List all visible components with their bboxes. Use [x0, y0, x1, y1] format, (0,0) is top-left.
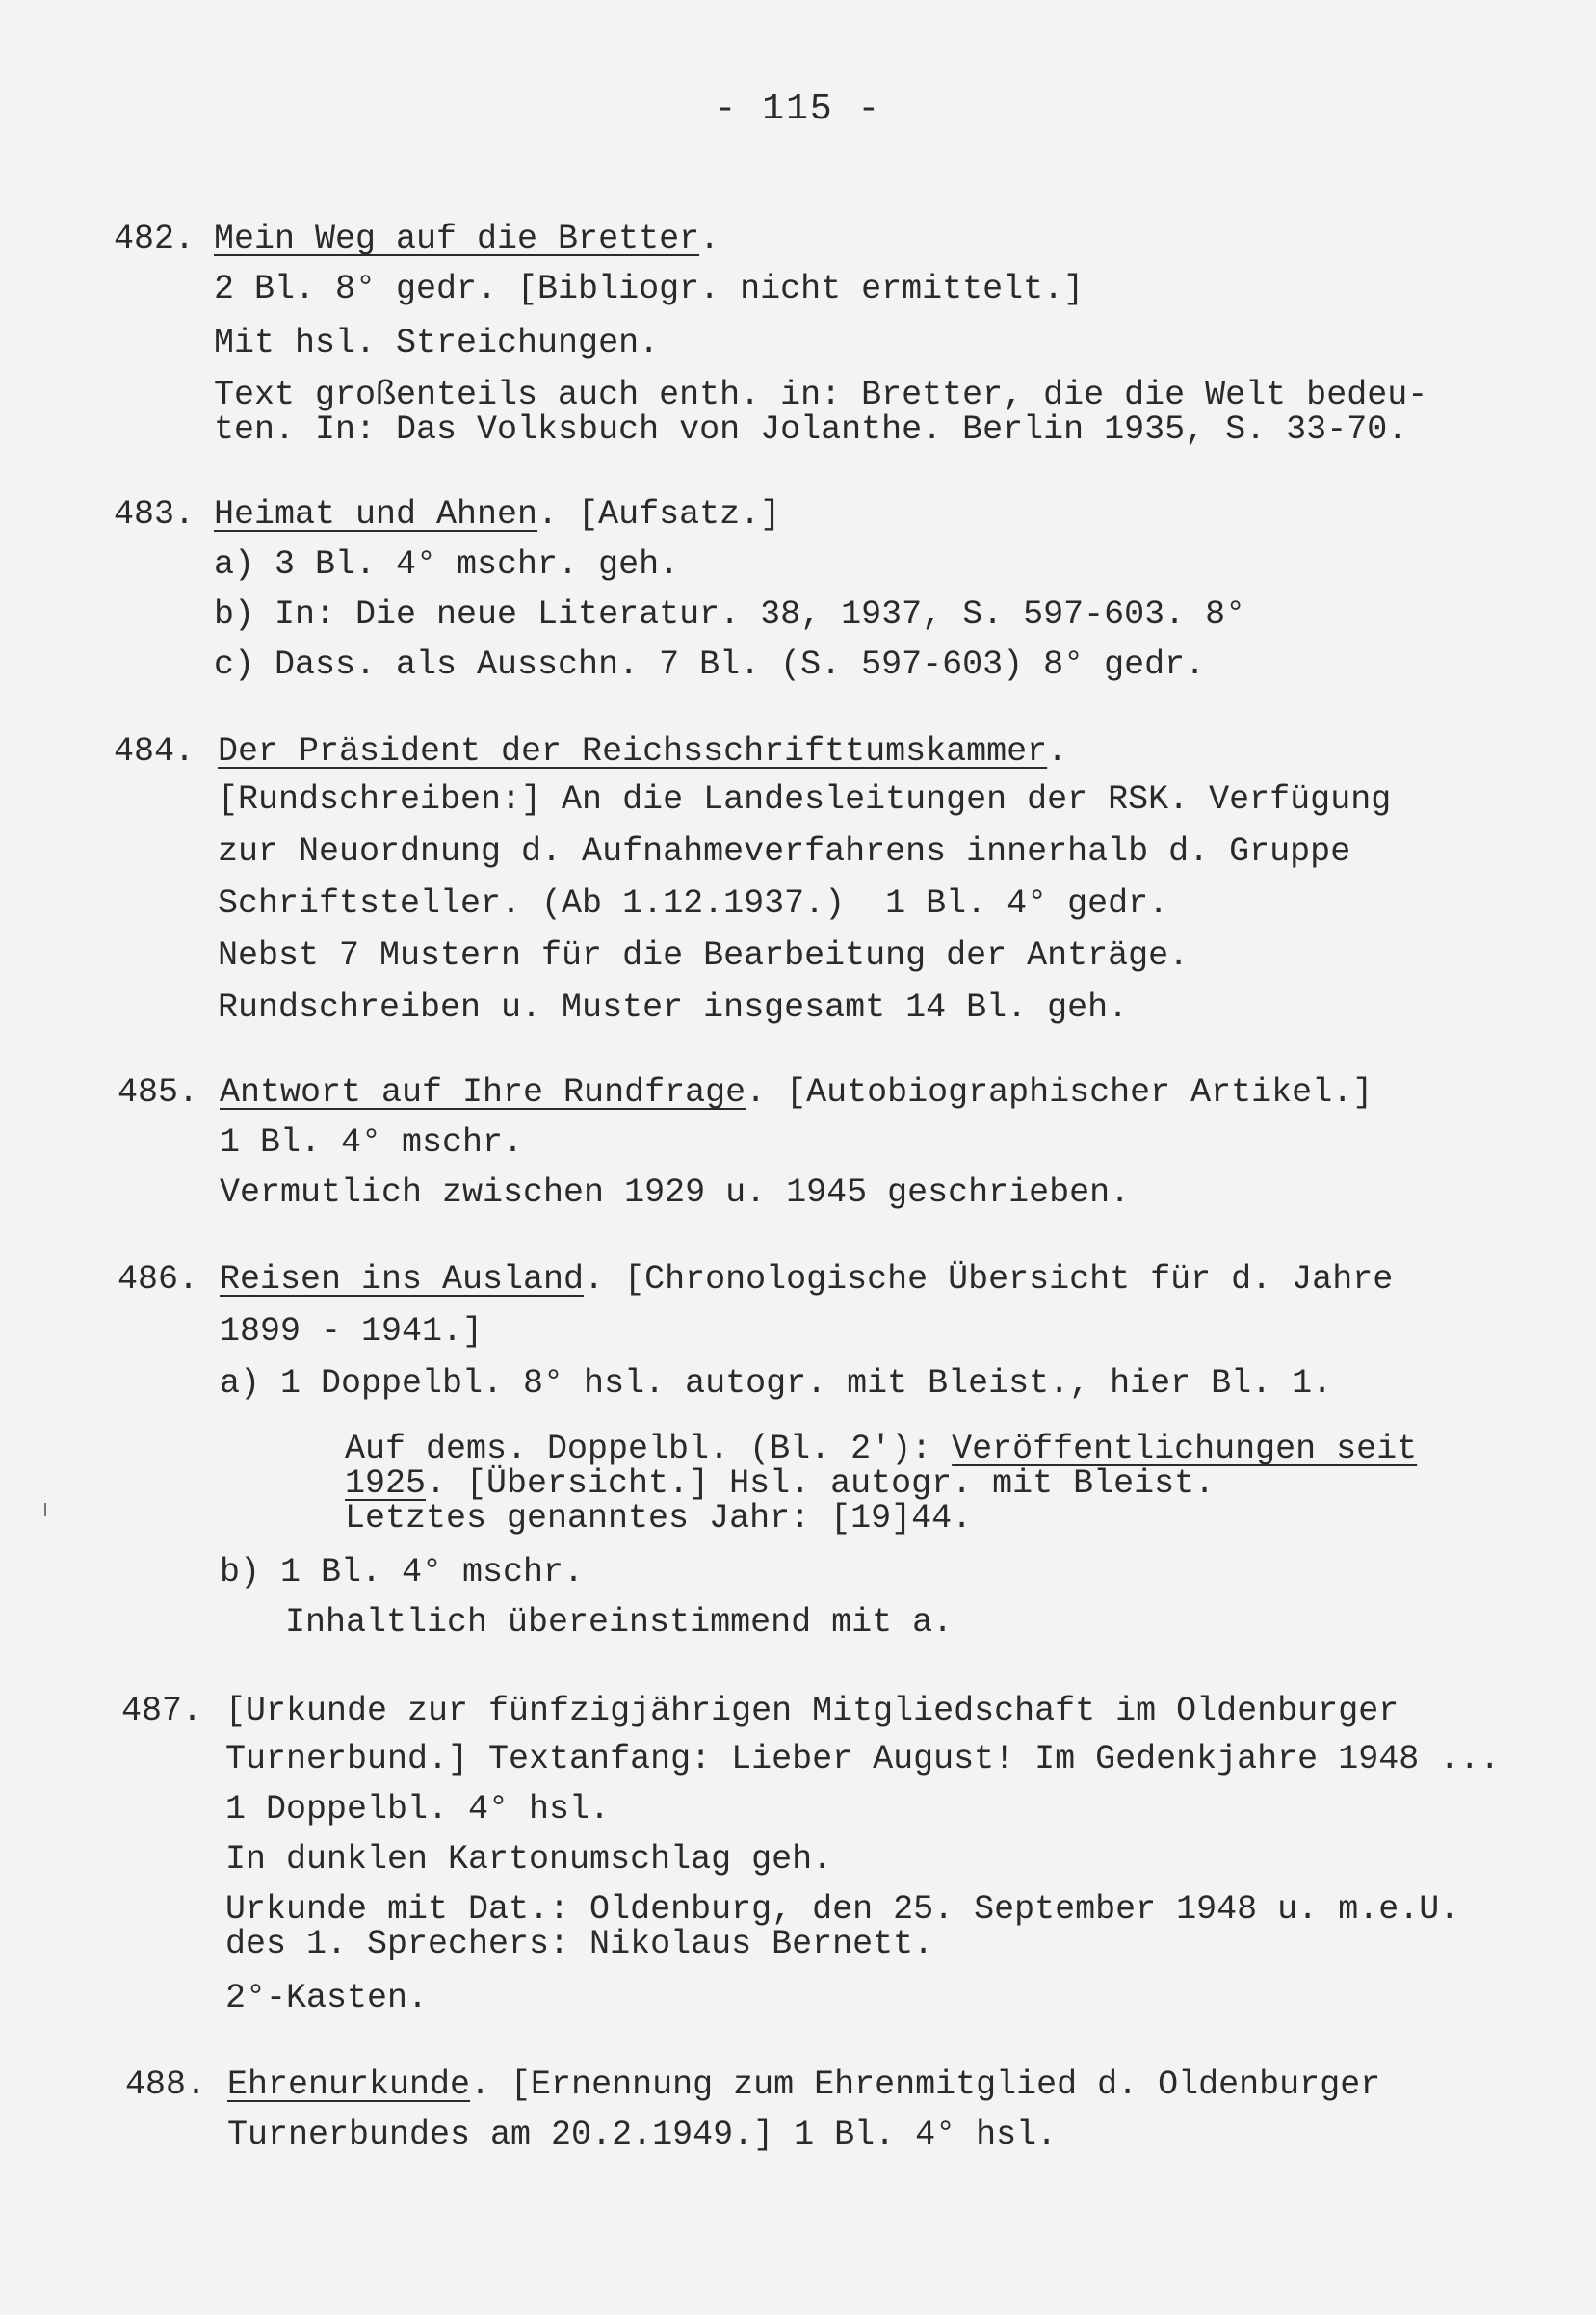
entry-line: Nebst 7 Mustern für die Bearbeitung der Anträge.: [218, 936, 1190, 975]
entry-title-line: [220, 1260, 1393, 1299]
entry-line: 2°-Kasten.: [225, 1979, 429, 2017]
entry-title-line: [218, 732, 1067, 771]
entry-subnote-line: Letztes genanntes Jahr: [19]44.: [345, 1499, 973, 1538]
entry-number: 482.: [114, 220, 196, 258]
subnote-prefix: Auf dems. Doppelbl. (Bl. 2'):: [345, 1430, 953, 1468]
entry-line: Inhaltlich übereinstimmend mit a.: [285, 1603, 954, 1642]
entry-number: 485.: [118, 1073, 199, 1112]
entry-title-line: [227, 2065, 1380, 2104]
entry-title-suffix: . [Aufsatz.]: [537, 495, 781, 534]
entry-line: Turnerbundes am 20.2.1949.] 1 Bl. 4° hsl.: [227, 2116, 1058, 2154]
entry-line: 2 Bl. 8° gedr. [Bibliogr. nicht ermittelt.]: [214, 270, 1085, 308]
entry-title: Der Präsident der Reichsschrifttumskammer: [218, 732, 1048, 771]
page-number: - 115 -: [714, 89, 882, 130]
entry-line: 1899 - 1941.]: [220, 1312, 484, 1351]
entry-number: 487.: [121, 1692, 203, 1730]
entry-title: Mein Weg auf die Bretter: [214, 220, 700, 258]
entry-line: In dunklen Kartonumschlag geh.: [225, 1840, 833, 1879]
entry-line: ten. In: Das Volksbuch von Jolanthe. Berlin 1935, S. 33-70.: [214, 410, 1408, 449]
subnote-title: Veröffentlichungen seit: [952, 1430, 1418, 1468]
entry-line: [Rundschreiben:] An die Landesleitungen der RSK. Verfügung: [218, 780, 1392, 819]
entry-line: Rundschreiben u. Muster insgesamt 14 Bl. geh.: [218, 988, 1129, 1027]
entry-title: Reisen ins Ausland: [220, 1260, 585, 1299]
entry-line: Text großenteils auch enth. in: Bretter, die die Welt bedeu-: [214, 376, 1428, 414]
subnote-title: 1925: [345, 1464, 427, 1503]
entry-line: b) In: Die neue Literatur. 38, 1937, S. 597-603. 8°: [214, 595, 1246, 634]
entry-number: 483.: [114, 495, 196, 534]
entry-line: Turnerbund.] Textanfang: Lieber August! Im Gedenkjahre 1948 ...: [225, 1740, 1501, 1778]
entry-line: 1 Bl. 4° mschr.: [220, 1123, 524, 1162]
entry-title: Heimat und Ahnen: [214, 495, 538, 534]
entry-line: 1 Doppelbl. 4° hsl.: [225, 1790, 611, 1828]
entry-number: 484.: [114, 732, 196, 771]
entry-line: a) 3 Bl. 4° mschr. geh.: [214, 545, 680, 584]
entry-number: 486.: [118, 1260, 199, 1299]
entry-line: Urkunde mit Dat.: Oldenburg, den 25. September 1948 u. m.e.U.: [225, 1890, 1460, 1929]
entry-title-line: [214, 220, 720, 258]
entry-line: Mit hsl. Streichungen.: [214, 324, 660, 362]
entry-title-suffix: . [Autobiographischer Artikel.]: [746, 1073, 1374, 1112]
entry-subnote-line: [345, 1464, 1215, 1503]
entry-number: 488.: [125, 2065, 207, 2104]
entry-subnote-line: [345, 1430, 1417, 1468]
entry-line: a) 1 Doppelbl. 8° hsl. autogr. mit Bleist., hier Bl. 1.: [220, 1364, 1333, 1403]
margin-mark: [44, 1503, 46, 1516]
entry-title-suffix: . [Ernennung zum Ehrenmitglied d. Oldenburger: [470, 2065, 1381, 2104]
entry-line: [Urkunde zur fünfzigjährigen Mitgliedschaft im Oldenburger: [225, 1692, 1400, 1730]
entry-title-suffix: .: [1047, 732, 1068, 771]
entry-line: b) 1 Bl. 4° mschr.: [220, 1553, 585, 1592]
entry-line: c) Dass. als Ausschn. 7 Bl. (S. 597-603) 8° gedr.: [214, 645, 1206, 684]
entry-title-line: [214, 495, 780, 534]
subnote-suffix: . [Übersicht.] Hsl. autogr. mit Bleist.: [426, 1464, 1216, 1503]
entry-title-suffix: .: [699, 220, 720, 258]
entry-line: zur Neuordnung d. Aufnahmeverfahrens innerhalb d. Gruppe: [218, 832, 1351, 871]
entry-line: Schriftsteller. (Ab 1.12.1937.) 1 Bl. 4° gedr.: [218, 884, 1169, 923]
entry-title-suffix: . [Chronologische Übersicht für d. Jahre: [584, 1260, 1394, 1299]
entry-title: Antwort auf Ihre Rundfrage: [220, 1073, 746, 1112]
entry-title: Ehrenurkunde: [227, 2065, 471, 2104]
entry-line: des 1. Sprechers: Nikolaus Bernett.: [225, 1925, 934, 1963]
entry-line: Vermutlich zwischen 1929 u. 1945 geschrieben.: [220, 1173, 1131, 1212]
entry-title-line: [220, 1073, 1373, 1112]
